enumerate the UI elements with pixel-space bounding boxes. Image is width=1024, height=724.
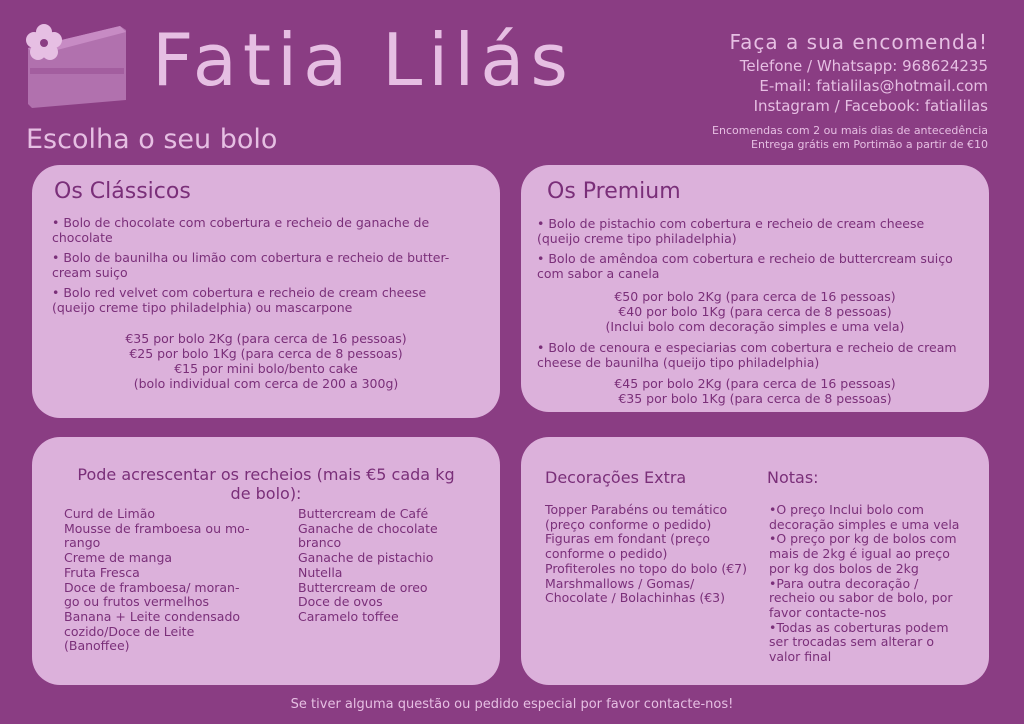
premium-card bbox=[521, 165, 989, 412]
list-item: valor final bbox=[769, 649, 832, 665]
extras-list bbox=[545, 503, 755, 606]
list-item: Fruta Fresca bbox=[64, 564, 140, 580]
list-item: por kg dos bolos de 2kg bbox=[769, 560, 919, 576]
social-text: Instagram / Facebook: fatialilas bbox=[753, 97, 988, 115]
list-item: •O preço Inclui bolo com bbox=[769, 502, 924, 517]
price-line: €40 por bolo 1Kg (para cerca de 8 pessoas) bbox=[618, 304, 892, 319]
brand-name: Fatia Lilás bbox=[152, 18, 574, 102]
email-text: E-mail: fatialilas@hotmail.com bbox=[759, 77, 988, 95]
list-item: Ganache de pistachio bbox=[298, 550, 434, 566]
price-line: (bolo individual com cerca de 200 a 300g) bbox=[133, 376, 399, 391]
notes-title: Notas: bbox=[767, 468, 819, 487]
fillings-title-line1: Pode acrescentar os recheios (mais €5 cada kg bbox=[77, 465, 455, 484]
price-line: €15 por mini bolo/bento cake bbox=[174, 361, 358, 376]
fillings-title bbox=[32, 465, 500, 503]
premium-title: Os Premium bbox=[547, 179, 681, 204]
list-item: Buttercream de oreo bbox=[298, 579, 428, 595]
list-item: recheio ou sabor de bolo, por bbox=[769, 590, 953, 606]
classics-prices bbox=[32, 331, 500, 391]
classics-list bbox=[52, 215, 472, 320]
list-item: • Bolo de chocolate com cobertura e recheio de ganache de chocolate bbox=[52, 215, 430, 245]
list-item: •Todas as coberturas podem bbox=[769, 619, 949, 635]
list-item: cozido/Doce de Leite bbox=[64, 623, 195, 639]
fillings-right-column bbox=[298, 507, 488, 625]
list-item: Caramelo toffee bbox=[298, 608, 399, 624]
list-item: Marshmallows / Gomas/ bbox=[545, 575, 695, 591]
fillings-left-column bbox=[64, 507, 274, 654]
classics-card bbox=[32, 165, 500, 418]
list-item: decoração simples e uma vela bbox=[769, 516, 960, 532]
classics-title: Os Clássicos bbox=[54, 179, 191, 204]
list-item: Doce de framboesa/ moran- bbox=[64, 579, 240, 595]
list-item: branco bbox=[298, 535, 342, 551]
list-item: Nutella bbox=[298, 564, 343, 580]
extras-card bbox=[521, 437, 989, 685]
price-line: (Inclui bolo com decoração simples e uma vela) bbox=[605, 319, 905, 334]
premium-list-2 bbox=[537, 340, 961, 375]
list-item: mais de 2kg é igual ao preço bbox=[769, 546, 950, 562]
contact-block bbox=[712, 30, 988, 152]
order-cta: Faça a sua encomenda! bbox=[729, 30, 988, 54]
list-item: • Bolo de cenoura e especiarias com cobertura e recheio de cream cheese de baunilha (queijo tipo philadelphia) bbox=[537, 340, 957, 370]
tagline: Escolha o seu bolo bbox=[26, 124, 278, 155]
fillings-card bbox=[32, 437, 500, 685]
list-item: •Para outra decoração / bbox=[769, 575, 919, 591]
delivery-note: Entrega grátis em Portimão a partir de €10 bbox=[751, 138, 988, 151]
price-line: €35 por bolo 1Kg (para cerca de 8 pessoas) bbox=[618, 391, 892, 406]
list-item: (preço conforme o pedido) bbox=[545, 516, 712, 532]
advance-note: Encomendas com 2 ou mais dias de antecedência bbox=[712, 124, 988, 137]
list-item: Chocolate / Bolachinhas (€3) bbox=[545, 590, 725, 606]
list-item: Doce de ovos bbox=[298, 594, 383, 610]
list-item: • Bolo de baunilha ou limão com cobertura e recheio de butter-cream suiço bbox=[52, 250, 450, 280]
list-item: Mousse de framboesa ou mo- bbox=[64, 520, 250, 536]
premium-list bbox=[537, 216, 961, 286]
cake-slice-logo bbox=[22, 20, 130, 108]
list-item: Banana + Leite condensado bbox=[64, 608, 241, 624]
list-item: •O preço por kg de bolos com bbox=[769, 531, 957, 547]
list-item: Curd de Limão bbox=[64, 506, 155, 521]
price-line: €35 por bolo 2Kg (para cerca de 16 pessoas) bbox=[125, 331, 407, 346]
list-item: Figuras em fondant (preço bbox=[545, 531, 710, 547]
premium-prices-2 bbox=[521, 376, 989, 406]
extras-title: Decorações Extra bbox=[545, 468, 687, 487]
list-item: Ganache de chocolate bbox=[298, 520, 438, 536]
list-item: favor contacte-nos bbox=[769, 604, 887, 620]
list-item: • Bolo de amêndoa com cobertura e recheio de buttercream suiço com sabor a canela bbox=[537, 251, 953, 281]
order-notes bbox=[712, 124, 988, 152]
premium-prices-1 bbox=[521, 289, 989, 334]
list-item: conforme o pedido) bbox=[545, 546, 668, 562]
price-line: €45 por bolo 2Kg (para cerca de 16 pessoas) bbox=[614, 376, 896, 391]
price-line: €25 por bolo 1Kg (para cerca de 8 pessoas) bbox=[129, 346, 403, 361]
notes-list bbox=[769, 503, 979, 665]
list-item: Topper Parabéns ou temático bbox=[545, 502, 728, 517]
price-line: €50 por bolo 2Kg (para cerca de 16 pessoas) bbox=[614, 289, 896, 304]
list-item: Creme de manga bbox=[64, 550, 173, 566]
list-item: ser trocadas sem alterar o bbox=[769, 634, 934, 650]
fillings-title-line2: de bolo): bbox=[230, 484, 302, 503]
list-item: Buttercream de Café bbox=[298, 506, 429, 521]
list-item: • Bolo red velvet com cobertura e recheio de cream cheese (queijo creme tipo philadelphia) ou mascarpone bbox=[52, 285, 427, 315]
list-item: (Banoffee) bbox=[64, 638, 130, 654]
list-item: rango bbox=[64, 535, 101, 551]
list-item: • Bolo de pistachio com cobertura e recheio de cream cheese (queijo creme tipo philadelphia) bbox=[537, 216, 925, 246]
phone-text: Telefone / Whatsapp: 968624235 bbox=[739, 57, 988, 75]
list-item: go ou frutos vermelhos bbox=[64, 594, 210, 610]
list-item: Profiteroles no topo do bolo (€7) bbox=[545, 560, 747, 576]
footer-text: Se tiver alguma questão ou pedido especial por favor contacte-nos! bbox=[290, 697, 734, 712]
